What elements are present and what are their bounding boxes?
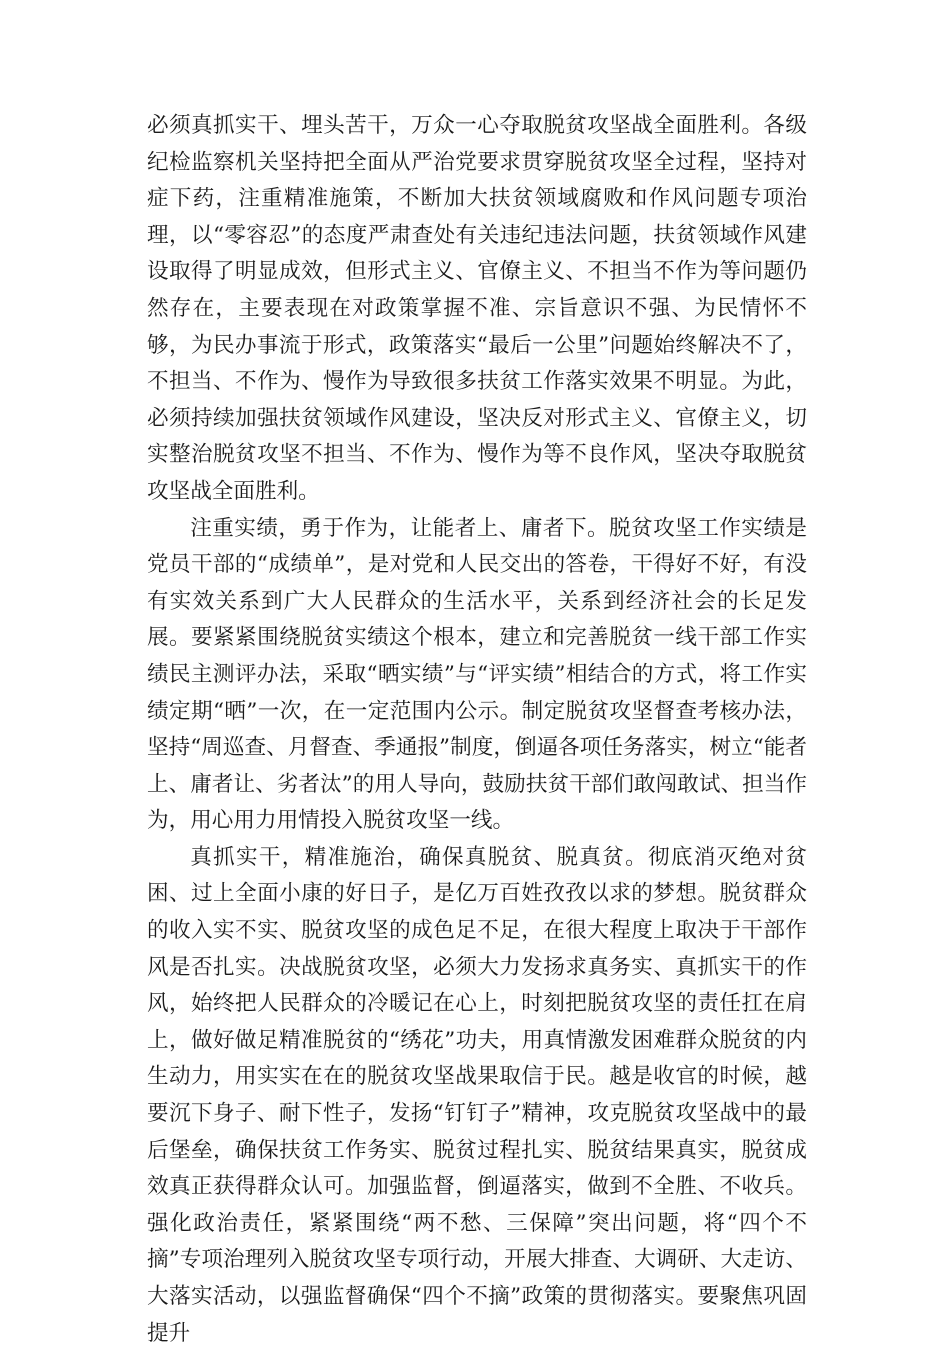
paragraph-3: 真抓实干，精准施治，确保真脱贫、脱真贫。彻底消灭绝对贫困、过上全面小康的好日子，是亿万百姓孜孜以求的梦想。脱贫群众的收入实不实、脱贫攻坚的成色足不足，在很大程度上取决于干部作风是否扎实。决战脱贫攻坚，必须大力发扬求真务实、真抓实干的作风，始终把人民群众的冷暖记在心上，时刻把脱贫攻坚的责任扛在肩上，做好做足精准脱贫的“绣花”功夫，用真情激发困难群众脱贫的内生动力，用实实在在的脱贫攻坚战果取信于民。越是收官的时候，越要沉下身子、耐下性子，发扬“钉钉子”精神，攻克脱贫攻坚战中的最后堡垒，确保扶贫工作务实、脱贫过程扎实、脱贫结果真实，脱贫成效真正获得群众认可。加强监督，倒逼落实，做到不全胜、不收兵。强化政治责任，紧紧围绕“两不愁、三保障”突出问题，将“四个不摘”专项治理列入脱贫攻坚专项行动，开展大排查、大调研、大走访、大落实活动，以强监督确保“四个不摘”政策的贯彻落实。要聚焦巩固提升 [147, 844, 807, 1346]
document-body [147, 108, 807, 1352]
paragraph-1: 必须真抓实干、埋头苦干，万众一心夺取脱贫攻坚战全面胜利。各级纪检监察机关坚持把全面从严治党要求贯穿脱贫攻坚全过程，坚持对症下药，注重精准施策，不断加大扶贫领域腐败和作风问题专项治理，以“零容忍”的态度严肃查处有关违纪违法问题，扶贫领域作风建设取得了明显成效，但形式主义、官僚主义、不担当不作为等问题仍然存在，主要表现在对政策掌握不准、宗旨意识不强、为民情怀不够，为民办事流于形式，政策落实“最后一公里”问题始终解决不了，不担当、不作为、慢作为导致很多扶贫工作落实效果不明显。为此，必须持续加强扶贫领域作风建设，坚决反对形式主义、官僚主义，切实整治脱贫攻坚不担当、不作为、慢作为等不良作风，坚决夺取脱贫攻坚战全面胜利。 [147, 113, 807, 504]
paragraph-2: 注重实绩，勇于作为，让能者上、庸者下。脱贫攻坚工作实绩是党员干部的“成绩单”，是对党和人民交出的答卷，干得好不好，有没有实效关系到广大人民群众的生活水平，关系到经济社会的长足发展。要紧紧围绕脱贫实绩这个根本，建立和完善脱贫一线干部工作实绩民主测评办法，采取“晒实绩”与“评实绩”相结合的方式，将工作实绩定期“晒”一次，在一定范围内公示。制定脱贫攻坚督查考核办法，坚持“周巡查、月督查、季通报”制度，倒逼各项任务落实，树立“能者上、庸者让、劣者汰”的用人导向，鼓励扶贫干部们敢闯敢试、担当作为，用心用力用情投入脱贫攻坚一线。 [147, 515, 807, 834]
